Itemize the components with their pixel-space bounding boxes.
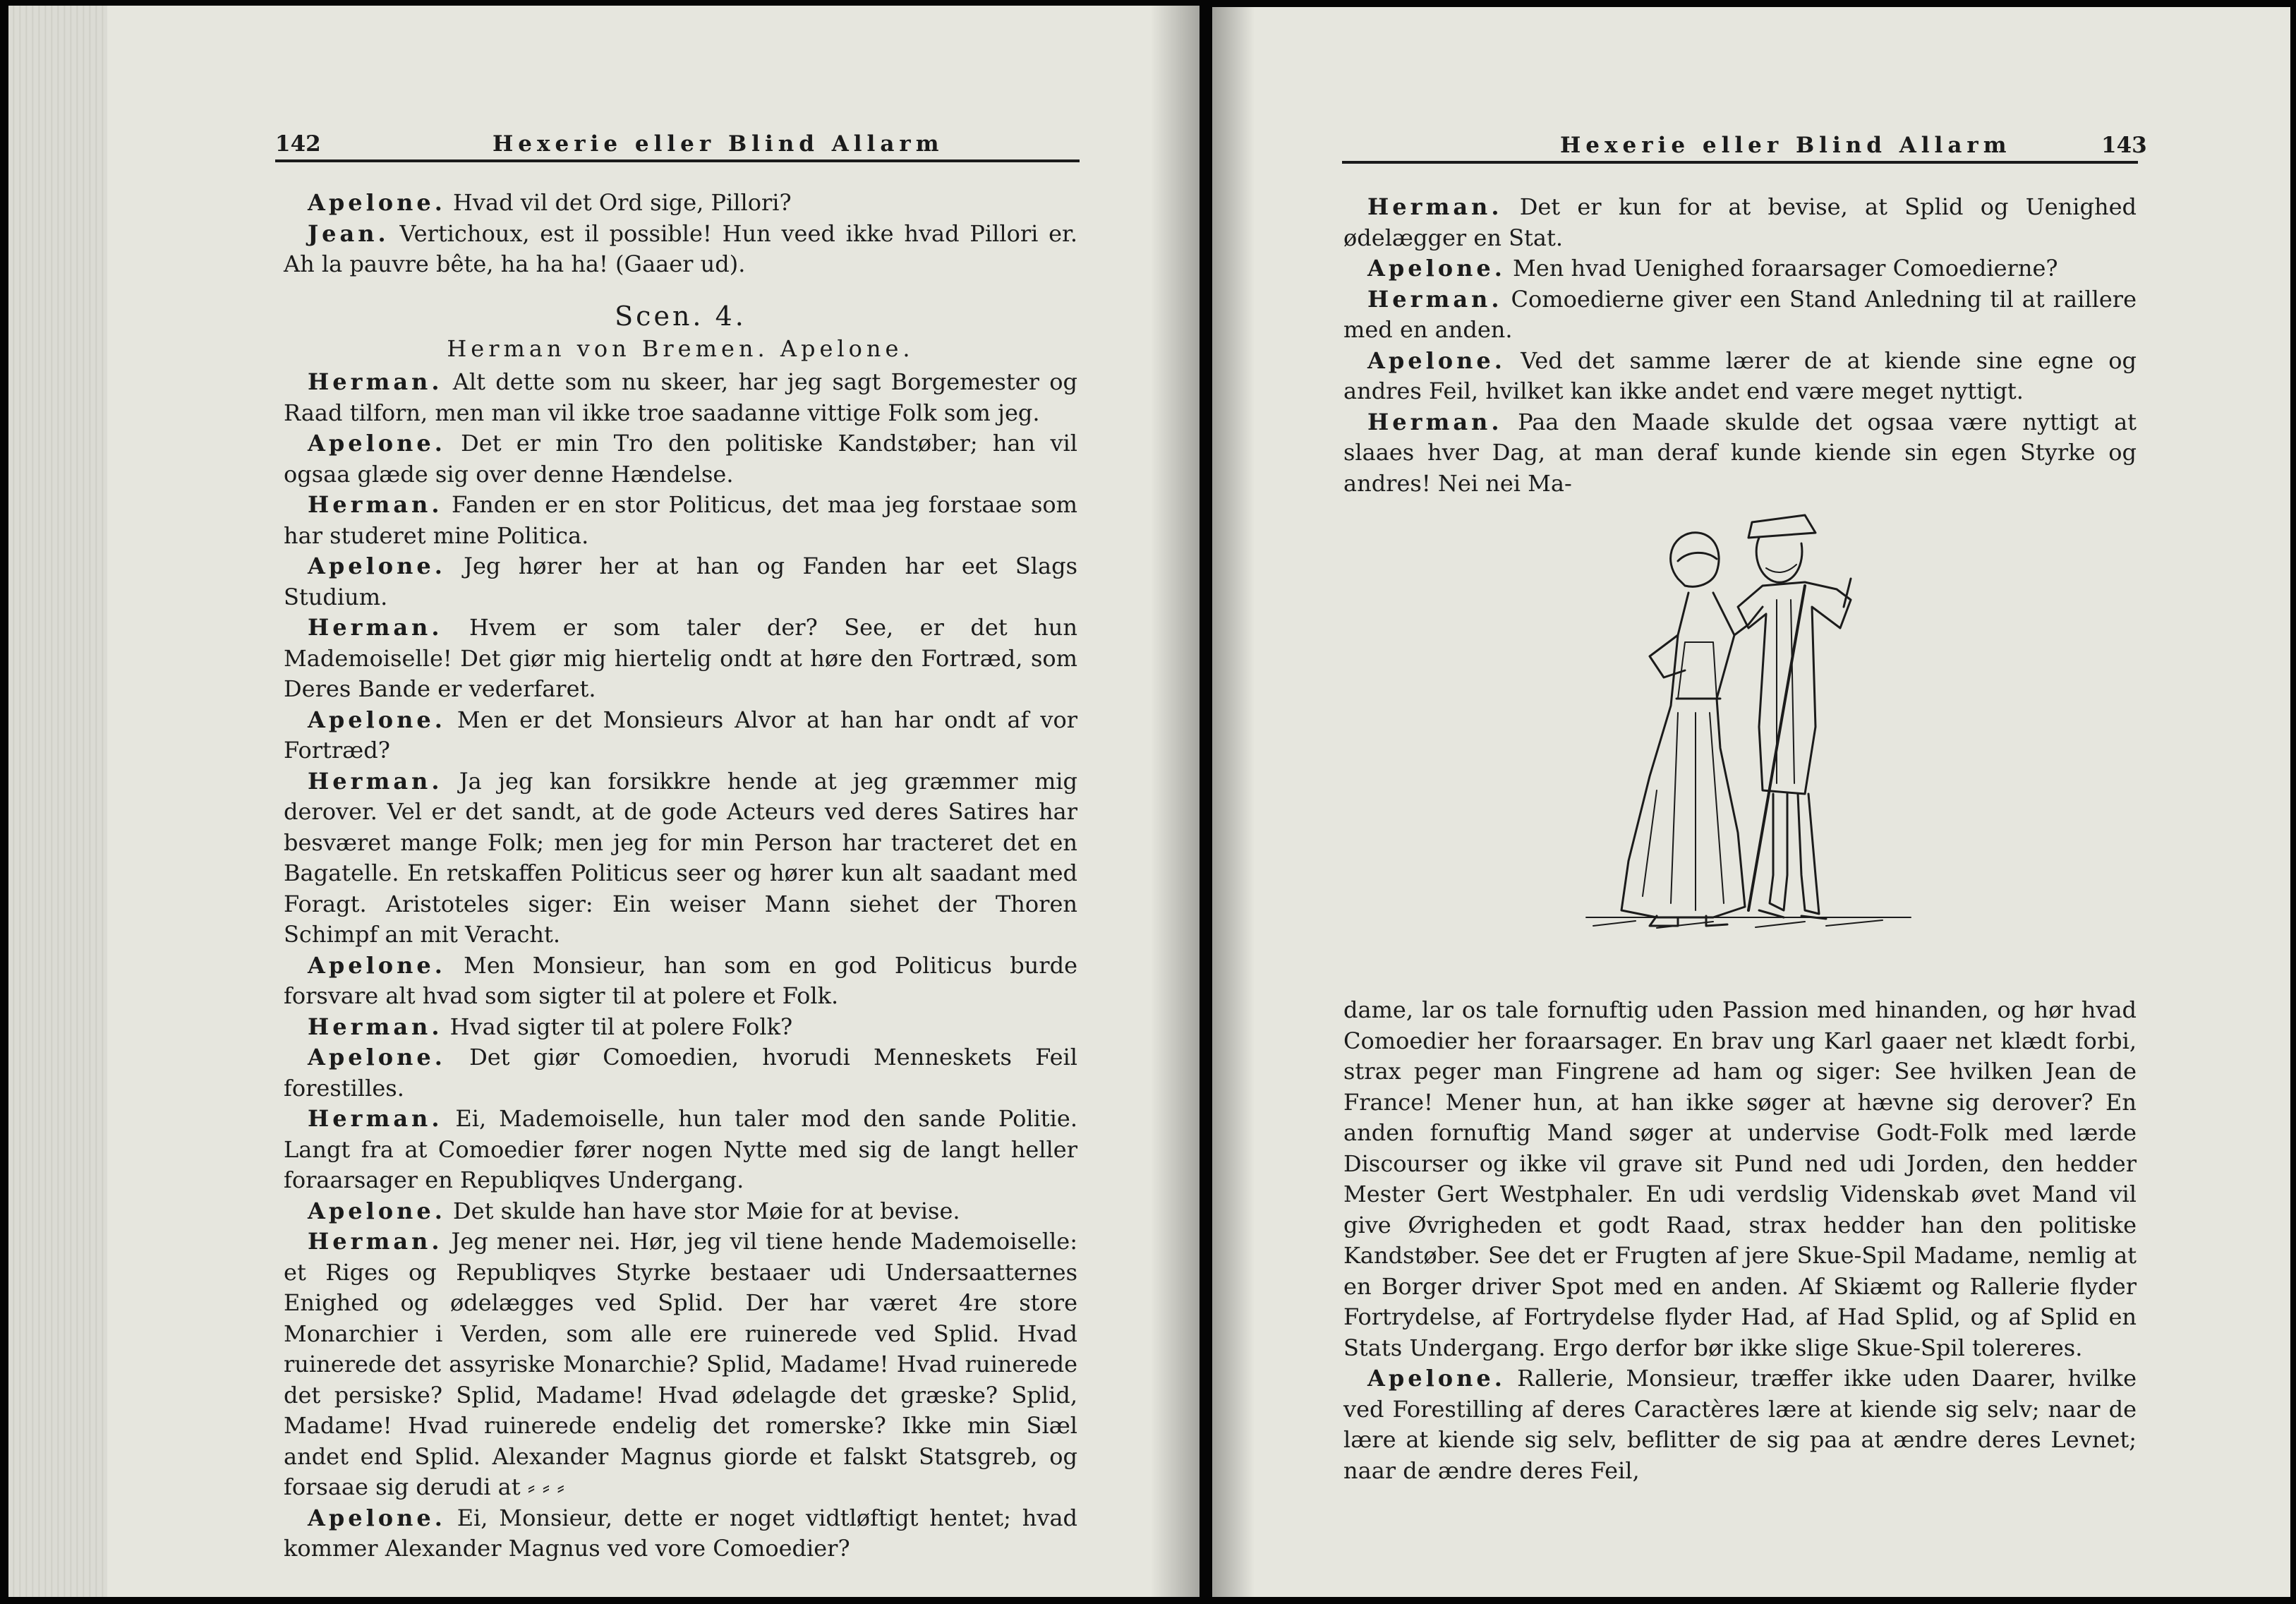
speech-text: Det er min Tro den politiske Kandstøber; han vil ogsaa glæde sig over denne Hændelse. xyxy=(284,430,1078,488)
dialogue-line xyxy=(284,219,1077,280)
dialogue-line xyxy=(284,1012,1077,1043)
left-page-number: 142 xyxy=(275,131,321,157)
speaker-name: Apelone. xyxy=(1367,346,1506,374)
dialogue-line xyxy=(284,1104,1077,1196)
speech-text: Det er kun for at bevise, at Splid og Uenighed ødelægger en Stat. xyxy=(1343,193,2137,251)
right-running-title: Hexerie eller Blind Allarm xyxy=(1560,133,2012,158)
gutter-shadow xyxy=(1212,7,1255,1597)
speech-text: Men Monsieur, han som en god Politicus burde forsvare alt hvad som sigter til at polere et Folk. xyxy=(284,951,1077,1009)
dialogue-line xyxy=(1343,253,2137,284)
dialogue-line xyxy=(284,188,1077,219)
speaker-name: Apelone. xyxy=(1367,255,1506,282)
speech-text: Vertichoux, est il possible! Hun veed ikke hvad Pillori er. Ah la pauvre bête, ha ha ha! (Gaaer ud). xyxy=(284,219,1078,277)
speaker-name: Herman. xyxy=(1367,193,1503,220)
speech-text: Det skulde han have stor Møie for at bevise. xyxy=(453,1197,960,1224)
speaker-name: Herman. xyxy=(1367,408,1503,435)
dialogue-line xyxy=(284,766,1077,951)
dialogue-line xyxy=(284,613,1077,705)
left-header-rule xyxy=(275,159,1080,162)
dialogue-line xyxy=(284,951,1077,1012)
speech-text: Jeg mener nei. Hør, jeg vil tiene hende Mademoiselle: et Riges og Republiqves Styrke bestaaer udi Undersaatternes Enighed og ødelægges ved Splid. Der har været 4re store Monarchier i Verden, som alle ere ruinerede ved Splid. Hvad ruinerede det assyriske Monarchie? Splid, Madame! Hvad ruinerede det persiske? Splid, Madame! Hvad ødelagde det græske? Splid, Madame! Hvad ruinerede endelig det romerske? Ikke min Siæl andet end Splid. Alexander Magnus giorde et falskt Statsgreb, og forsaae sig derudi at ⸗ ⸗ ⸗ xyxy=(284,1228,1078,1500)
speaker-name: Apelone. xyxy=(308,430,446,457)
dialogue-line xyxy=(284,428,1077,490)
speaker-name: Herman. xyxy=(308,1013,443,1040)
continuation-text: dame, lar os tale fornuftig uden Passion med hinanden, og hør hvad Comoedier her foraarsager. En brav ung Karl gaaer net klædt forbi, strax peger man Fingrene ad ham og siger: See hvilken Jean de France! Mener hun, at han ikke søger at hævne sig derover? En anden fornuftig Mand søger at undervise Godt-Folk med lærde Discourser og ikke vil grave sit Pund ned udi Jorden, den hedder Mester Gert Westphaler. En udi verdslig Videnskab øvet Mand vil give Øvrigheden et godt Raad, strax hedder han den politiske Kandstøber. See det er Frugten af jere Skue-Spil Madame, nemlig at en Borger driver Spot med en anden. Af Skiæmt og Rallerie flyder Fortrydelse, af Fortrydelse flyder Had, af Had Splid, og af Splid en Stats Undergang. Ergo derfor bør ikke slige Skue-Spil tolereres. xyxy=(1343,996,2137,1361)
scene-cast: Herman von Bremen. Apelone. xyxy=(447,334,914,362)
right-body-text-bottom xyxy=(1343,995,2137,1486)
speech-text: Jeg hører her at han og Fanden har eet Slags Studium. xyxy=(284,553,1078,610)
dialogue-line xyxy=(284,1196,1077,1227)
speech-text: Comoedierne giver een Stand Anledning til at raillere med en anden. xyxy=(1343,285,2137,343)
speech-text: Men er det Monsieurs Alvor at han har ondt af vor Fortræd? xyxy=(284,706,1078,764)
dialogue-line xyxy=(284,1503,1077,1564)
speech-text: Ei, Mademoiselle, hun taler mod den sande Politie. Langt fra at Comoedier fører nogen Nytte med sig de langt heller foraarsager en Republiqves Undergang. xyxy=(284,1105,1078,1193)
speaker-name: Apelone. xyxy=(308,706,446,733)
speech-text: Ja jeg kan forsikkre hende at jeg græmmer mig derover. Vel er det sandt, at de gode Acteurs ved deres Satires har besværet mange Folk; men jeg for min Person har tracteret det en Bagatelle. En retskaffen Politicus seer og hører kun alt saadant med Foragt. Aristoteles siger: Ein weiser Mann siehet der Thoren Schimpf an mit Veracht. xyxy=(284,767,1078,948)
speech-text: Alt dette som nu skeer, har jeg sagt Borgemester og Raad tilforn, men man vil ikke troe saadanne vittige Folk som jeg. xyxy=(284,368,1078,426)
left-running-title: Hexerie eller Blind Allarm xyxy=(493,131,944,157)
gutter-shadow xyxy=(1150,6,1200,1597)
speaker-name: Herman. xyxy=(308,491,443,518)
speaker-name: Apelone. xyxy=(308,1044,446,1071)
speaker-name: Jean. xyxy=(308,219,389,247)
dialogue-line xyxy=(1343,1363,2137,1486)
speech-text: Det giør Comoedien, hvorudi Menneskets Feil forestilles. xyxy=(284,1044,1078,1102)
engraving-illustration xyxy=(1572,494,1925,953)
speech-text: Fanden er en stor Politicus, det maa jeg forstaae som har studeret mine Politica. xyxy=(284,491,1078,549)
dialogue-line xyxy=(284,1042,1077,1104)
dialogue-line xyxy=(1343,407,2137,500)
dialogue-line xyxy=(284,367,1077,428)
speech-text: Rallerie, Monsieur, træffer ikke uden Daarer, hvilke ved Forestilling af deres Caractères lære at kiende sig selv; naar de lære at kiende sig selv, beflitter de sig paa at ændre deres Levnet; naar de ændre deres Feil, xyxy=(1343,1365,2137,1484)
dialogue-line xyxy=(284,490,1077,551)
right-body-text-top xyxy=(1343,192,2137,499)
dialogue-line xyxy=(284,551,1077,613)
speech-text: Hvad vil det Ord sige, Pillori? xyxy=(453,189,792,216)
speaker-name: Herman. xyxy=(308,767,443,795)
speech-text: Hvem er som taler der? See, er det hun Mademoiselle! Det giør mig hiertelig ondt at høre den Fortræd, som Deres Bande er vederfaret. xyxy=(284,614,1078,702)
speaker-name: Herman. xyxy=(308,614,443,641)
dialogue-line xyxy=(1343,346,2137,407)
speaker-name: Apelone. xyxy=(308,951,446,979)
right-page-number: 143 xyxy=(2101,133,2147,158)
speech-text: Ei, Monsieur, dette er noget vidtløftigt hentet; hvad kommer Alexander Magnus ved vore Comoedier? xyxy=(284,1504,1078,1562)
dialogue-line xyxy=(1343,284,2137,346)
page-edges xyxy=(8,6,107,1597)
left-body-text xyxy=(284,188,1077,1564)
speaker-name: Apelone. xyxy=(308,1197,446,1224)
speaker-name: Apelone. xyxy=(1367,1365,1506,1392)
right-header-rule xyxy=(1342,161,2138,164)
speech-text: Hvad sigter til at polere Folk? xyxy=(449,1013,793,1040)
right-page xyxy=(1212,7,2290,1597)
speech-text: Ved det samme lærer de at kiende sine egne og andres Feil, hvilket kan ikke andet end være meget nyttigt. xyxy=(1343,346,2137,404)
speaker-name: Apelone. xyxy=(308,553,446,579)
speech-text: Paa den Maade skulde det ogsaa være nyttigt at slaaes hver Dag, at man deraf kunde kiende sin egen Styrke og andres! Nei nei Ma- xyxy=(1343,408,2137,497)
speaker-name: Herman. xyxy=(308,1228,443,1255)
speech-text: Men hvad Uenighed foraarsager Comoedierne? xyxy=(1513,255,2058,282)
dialogue-line xyxy=(284,705,1077,766)
dialogue-line xyxy=(284,1226,1077,1503)
speaker-name: Apelone. xyxy=(308,189,446,216)
left-page xyxy=(8,6,1200,1597)
speaker-name: Herman. xyxy=(1367,285,1503,313)
scene-heading: Scen. 4. xyxy=(615,300,747,332)
speaker-name: Herman. xyxy=(308,1105,443,1132)
speaker-name: Apelone. xyxy=(308,1504,446,1531)
dialogue-line xyxy=(1343,192,2137,253)
speaker-name: Herman. xyxy=(308,368,443,395)
